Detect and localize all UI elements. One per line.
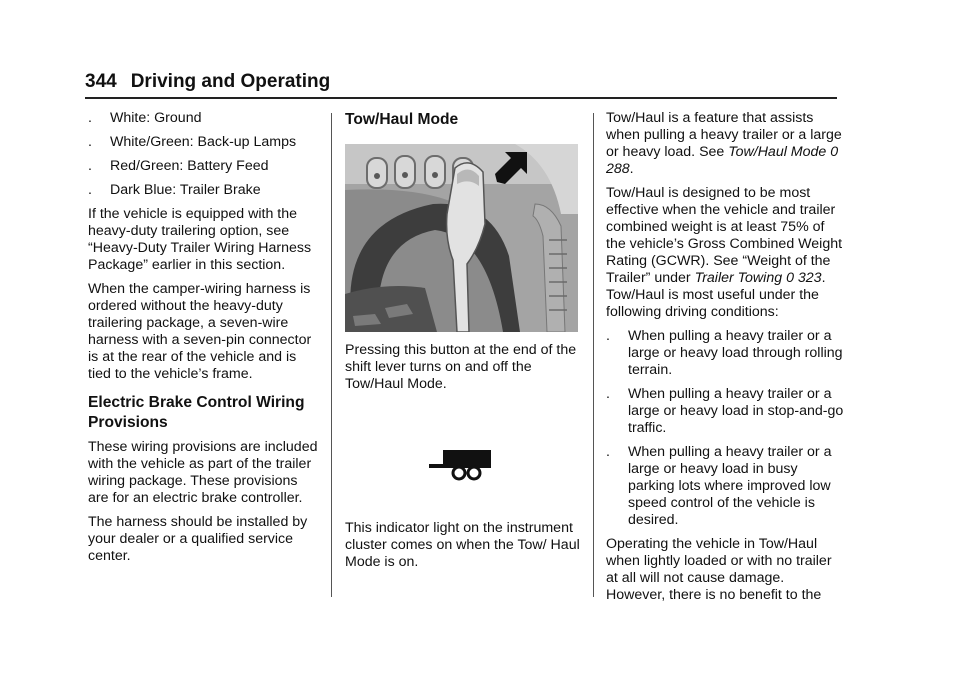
list-item: . When pulling a heavy trailer or a large or heavy load in busy parking lots where improved low speed control of the vehicle is desired. bbox=[606, 444, 832, 528]
trailer-indicator-icon bbox=[429, 448, 493, 484]
list-item: . Red/Green: Battery Feed bbox=[88, 158, 269, 174]
paragraph: These wiring provisions are included with the vehicle as part of the trailer wiring package. These provisions are for an electric brake controller. bbox=[88, 439, 318, 506]
section-heading: Tow/Haul Mode bbox=[345, 111, 459, 128]
indicator-area bbox=[345, 400, 581, 520]
list-item: . When pulling a heavy trailer or a large or heavy load through rolling terrain. bbox=[606, 328, 843, 378]
paragraph: Pressing this button at the end of the shift lever turns on and off the Tow/Haul Mode. bbox=[345, 342, 577, 392]
section-title: Driving and Operating bbox=[130, 71, 331, 92]
column-divider-1 bbox=[331, 113, 332, 597]
cross-reference-link[interactable]: Trailer Towing bbox=[694, 270, 783, 286]
shift-lever-photo bbox=[345, 144, 578, 332]
list-item: . White: Ground bbox=[88, 110, 202, 126]
column-divider-2 bbox=[593, 113, 594, 597]
shift-lever-illustration bbox=[345, 144, 578, 332]
column-1 bbox=[88, 110, 320, 572]
section-heading: Electric Brake Control Wiring Provisions bbox=[88, 394, 305, 431]
column-3 bbox=[606, 110, 844, 611]
header-rule bbox=[85, 97, 837, 99]
page-header bbox=[85, 70, 837, 94]
paragraph: The harness should be installed by your dealer or a qualified service center. bbox=[88, 514, 308, 564]
paragraph: This indicator light on the instrument cluster comes on when the Tow/ Haul Mode is on. bbox=[345, 520, 580, 570]
list-item: . White/Green: Back-up Lamps bbox=[88, 134, 297, 150]
column-2 bbox=[345, 110, 581, 578]
paragraph: Tow/Haul is a feature that assists when pulling a heavy trailer or a large or heavy load. See Tow/Haul Mode 0 288. bbox=[606, 110, 842, 177]
page-number: 344 bbox=[85, 71, 117, 92]
paragraph: When the camper-wiring harness is ordered without the heavy-duty trailering package, a seven-wire harness with a seven-pin connector is at the rear of the vehicle and is tied to the vehicle’s frame. bbox=[88, 281, 312, 382]
paragraph: Operating the vehicle in Tow/Haul when lightly loaded or with no trailer at all will not cause damage. However, there is no benefit to the bbox=[606, 536, 832, 603]
paragraph: If the vehicle is equipped with the heavy-duty trailering option, see “Heavy-Duty Trailer Wiring Harness Package” earlier in this section. bbox=[88, 206, 312, 273]
list-item: . When pulling a heavy trailer or a large or heavy load in stop-and-go traffic. bbox=[606, 386, 844, 436]
cross-reference-link[interactable]: Tow/Haul Mode bbox=[728, 144, 827, 160]
list-item: . Dark Blue: Trailer Brake bbox=[88, 182, 261, 198]
page-reference: 0 323 bbox=[786, 270, 822, 286]
paragraph: Tow/Haul is designed to be most effective when the vehicle and trailer combined weight is at least 75% of the vehicle’s Gross Combined Weight Rating (GCWR). See “Weight of the Trailer” under Trailer Towing 0 323. Tow/Haul is most useful under the following driving conditions: bbox=[606, 185, 843, 320]
page-reference: 0 288 bbox=[606, 144, 839, 177]
